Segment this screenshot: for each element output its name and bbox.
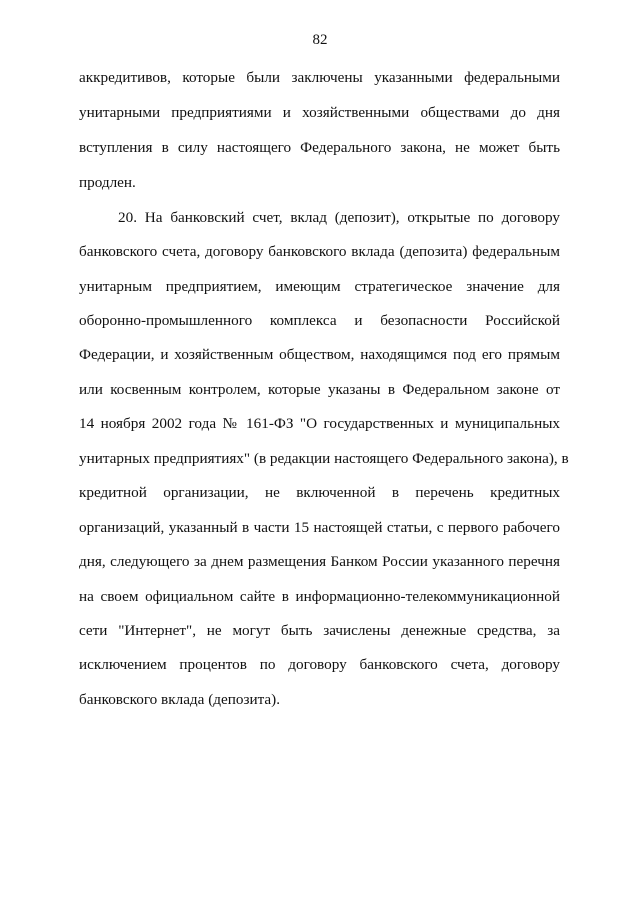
text-line: оборонно-промышленного комплекса и безопасности Российской [79, 312, 560, 329]
text-line: продлен. [79, 174, 136, 191]
text-line: сети "Интернет", не могут быть зачислены денежные средства, за [79, 622, 560, 639]
text-line: исключением процентов по договору банковского счета, договору [79, 656, 560, 673]
text-line: унитарных предприятиях" (в редакции настоящего Федерального закона), в [79, 450, 569, 467]
text-line: банковского счета, договору банковского вклада (депозита) федеральным [79, 243, 560, 260]
page-number: 82 [312, 32, 328, 48]
text-line: аккредитивов, которые были заключены указанными федеральными [79, 69, 560, 86]
text-line: 14 ноября 2002 года № 161-ФЗ "О государственных и муниципальных [79, 415, 560, 432]
text-line: банковского вклада (депозита). [79, 691, 280, 708]
text-line: Федерации, и хозяйственным обществом, находящимся под его прямым [79, 346, 560, 363]
text-line: унитарными предприятиями и хозяйственными обществами до дня [79, 104, 560, 121]
text-line: на своем официальном сайте в информационно-телекоммуникационной [79, 588, 560, 605]
paragraph-start-line: 20. На банковский счет, вклад (депозит), открытые по договору [118, 209, 560, 226]
text-line: унитарным предприятием, имеющим стратегическое значение для [79, 278, 560, 295]
text-line: кредитной организации, не включенной в перечень кредитных [79, 484, 560, 501]
text-line: вступления в силу настоящего Федерального закона, не может быть [79, 139, 560, 156]
text-line: организаций, указанный в части 15 настоящей статьи, с первого рабочего [79, 519, 560, 536]
text-line: дня, следующего за днем размещения Банком России указанного перечня [79, 553, 560, 570]
text-line: или косвенным контролем, которые указаны в Федеральном законе от [79, 381, 560, 398]
